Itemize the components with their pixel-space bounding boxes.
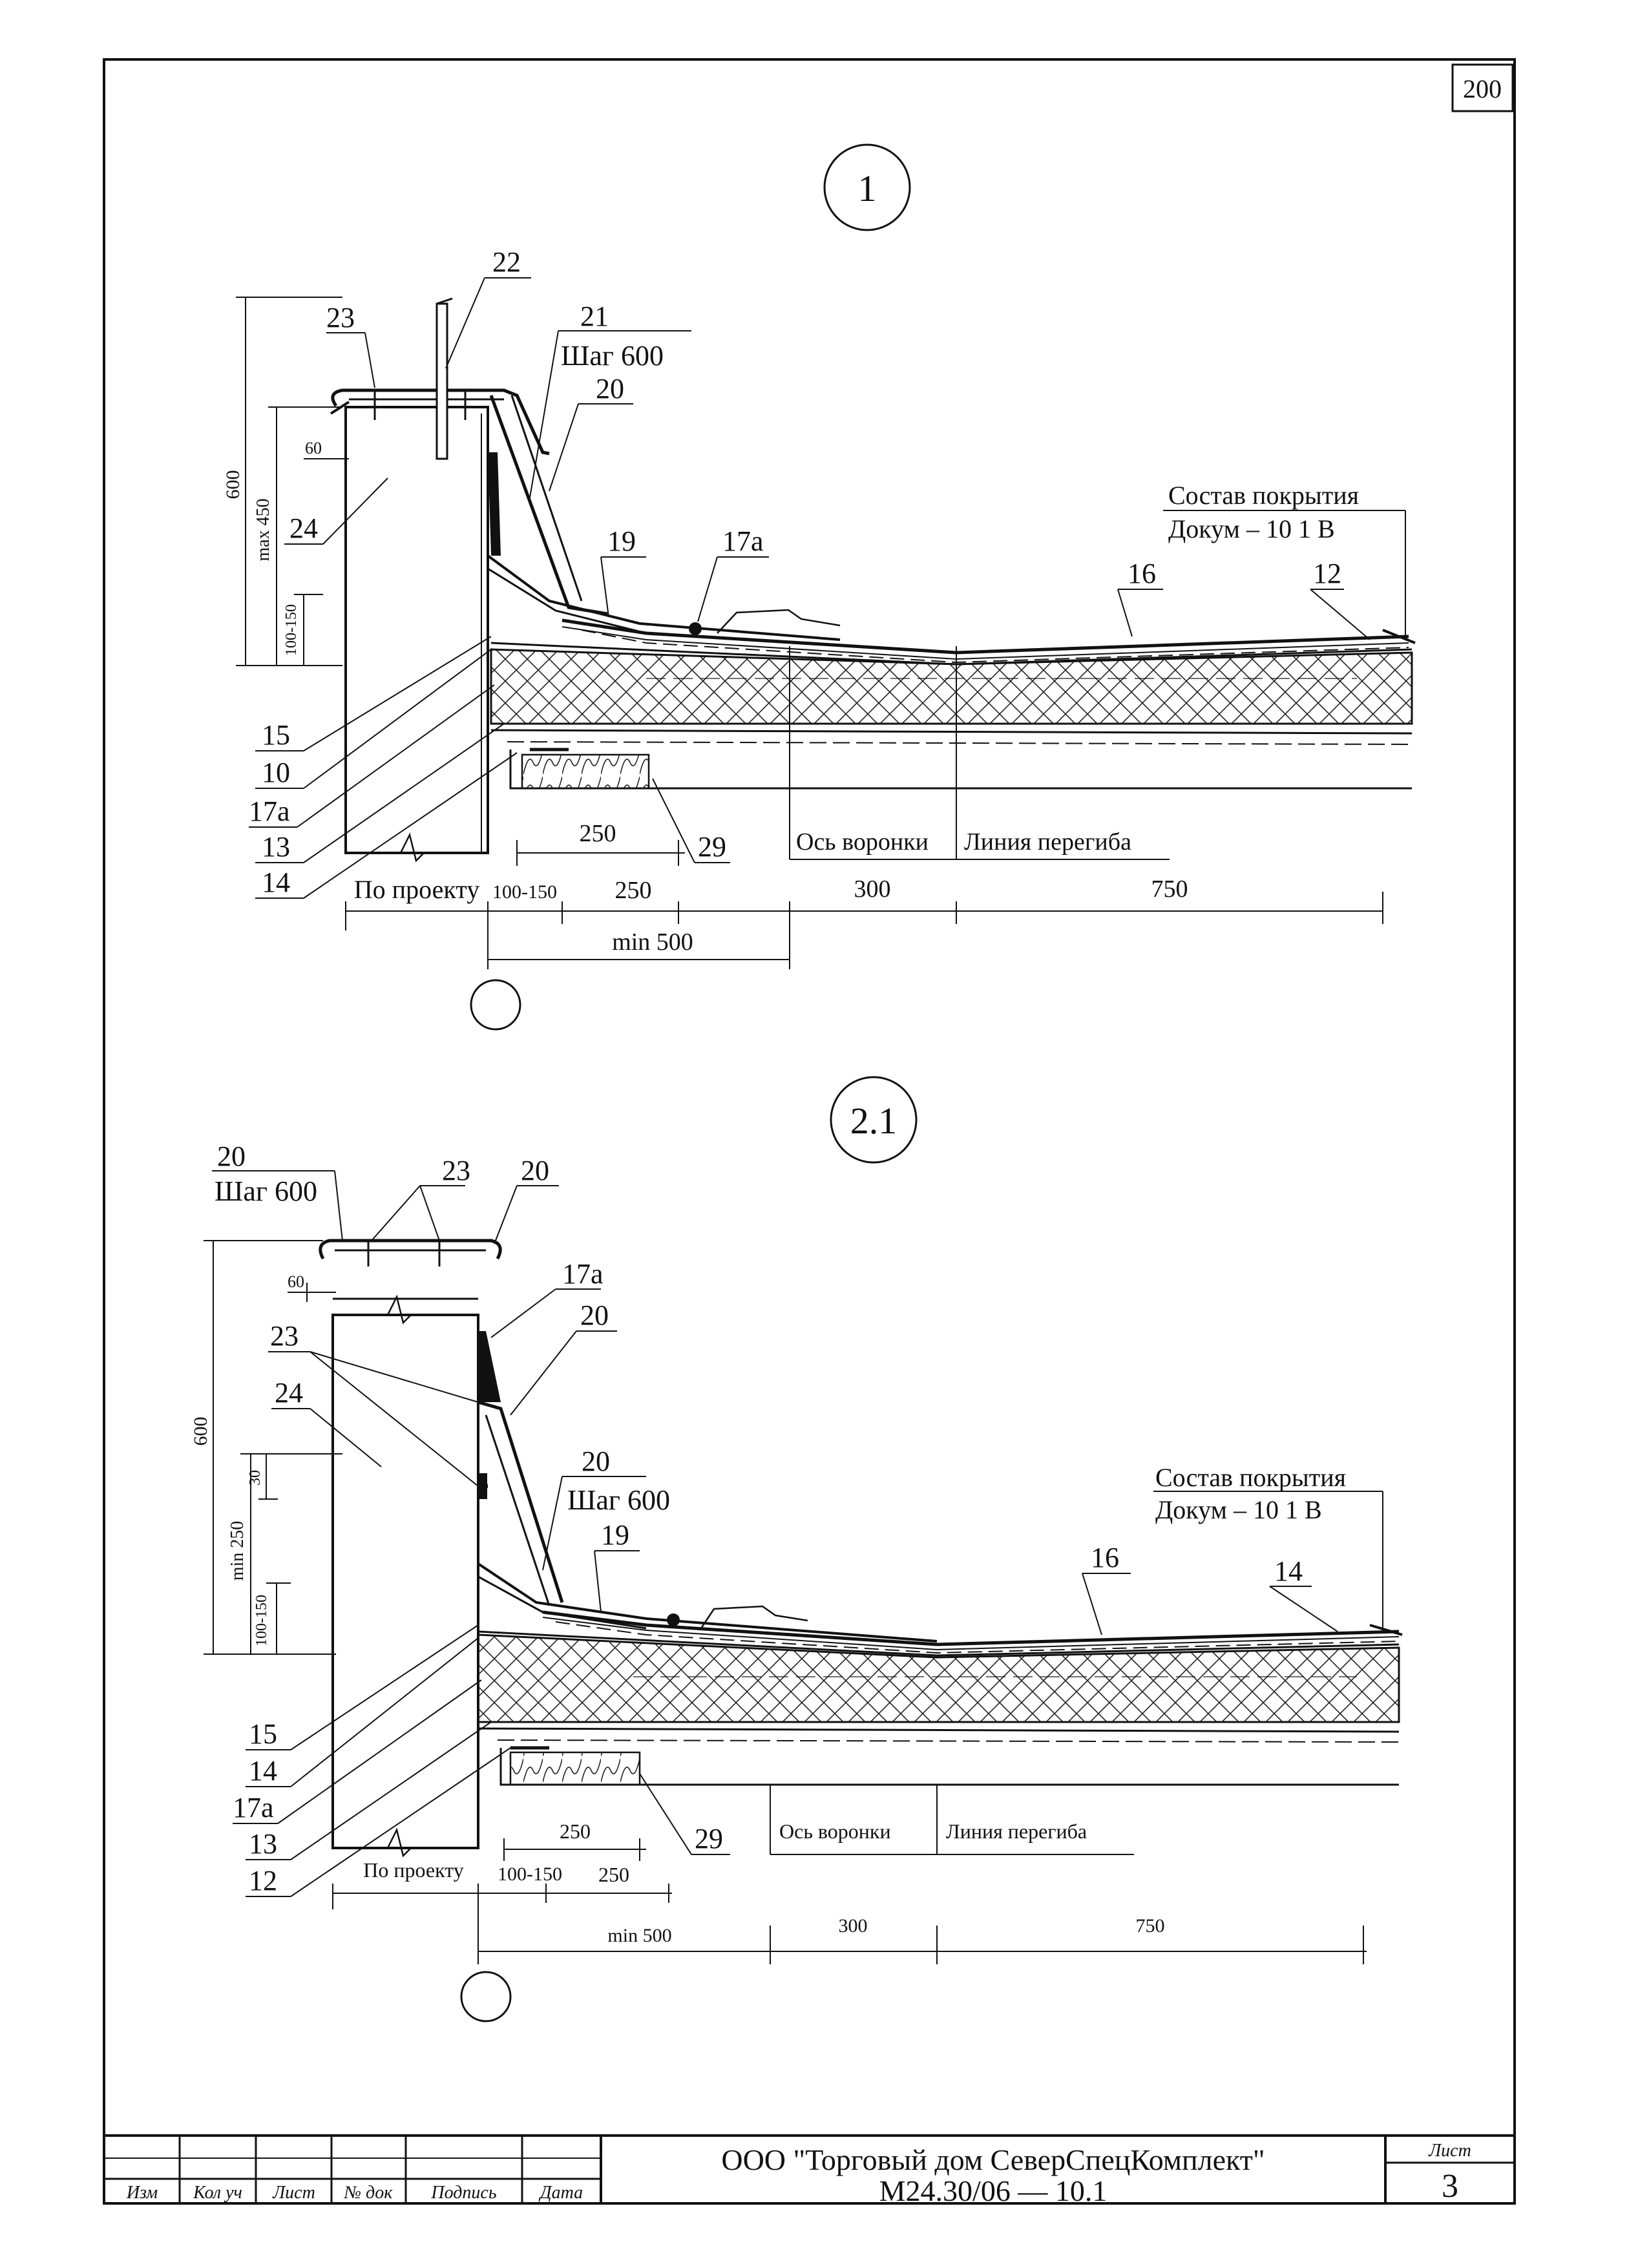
parapet-cap-2 xyxy=(320,1241,500,1266)
dim-600-2: 600 xyxy=(190,1416,211,1446)
tb-header-podpis: Подпись xyxy=(431,2183,497,2203)
callout-24-1: 24 xyxy=(289,512,318,544)
dim-100-150-v-1: 100-150 xyxy=(283,604,300,656)
dim-min500-1: min 500 xyxy=(612,929,693,956)
detail-1 xyxy=(222,145,1415,1029)
composition-title-2: Состав покрытия xyxy=(1155,1463,1347,1492)
callout-14-2: 14 xyxy=(249,1755,277,1787)
callout-22: 22 xyxy=(492,246,521,278)
callout-20-c-step-2: Шаг 600 xyxy=(567,1484,670,1516)
grid-axis-bubble-1 xyxy=(471,980,520,1029)
callout-10-1: 10 xyxy=(262,757,290,788)
wall-flashing-2 xyxy=(478,1331,937,1641)
tb-header-n-dok: № док xyxy=(344,2183,393,2203)
callout-17a-2: 17а xyxy=(562,1258,604,1290)
callout-13-2: 13 xyxy=(249,1828,277,1860)
axis-funnel-label-1: Ось воронки xyxy=(796,828,929,856)
title-block xyxy=(104,2136,1515,2207)
dim-po-proektu-1: По проекту xyxy=(353,875,480,904)
callout-16-1: 16 xyxy=(1128,558,1156,589)
dim-30-2: 30 xyxy=(247,1470,264,1486)
dim-min500-2: min 500 xyxy=(607,1925,672,1946)
callout-20-top-step-2: Шаг 600 xyxy=(215,1175,317,1207)
composition-title-1: Состав покрытия xyxy=(1168,481,1360,510)
tb-header-data: Дата xyxy=(540,2183,583,2203)
detail-marker-1-label: 1 xyxy=(857,167,877,209)
callout-14-right-2: 14 xyxy=(1274,1555,1303,1587)
callout-23-top-2: 23 xyxy=(442,1155,470,1186)
callout-21: 21 xyxy=(580,300,609,332)
axis-funnel-label-2: Ось воронки xyxy=(779,1820,891,1843)
tb-doc-code: М24.30/06 — 10.1 xyxy=(879,2174,1108,2207)
dim-250-2: 250 xyxy=(598,1863,629,1886)
callout-20-right-2: 20 xyxy=(521,1155,549,1186)
dim-250-top-2: 250 xyxy=(560,1820,591,1843)
dim-100-150-1: 100-150 xyxy=(492,881,557,903)
sealant-dot xyxy=(689,622,702,635)
callout-24-2: 24 xyxy=(275,1377,303,1409)
tb-header-izm: Изм xyxy=(126,2183,158,2203)
dim-max450-1: max 450 xyxy=(253,498,273,562)
thermal-insulation xyxy=(491,649,1412,724)
tb-sheet-label: Лист xyxy=(1429,2141,1471,2161)
callout-20-c-2: 20 xyxy=(582,1445,610,1477)
dim-60-1: 60 xyxy=(305,439,322,457)
callout-13-1: 13 xyxy=(262,831,290,863)
detail-marker-2-1-label: 2.1 xyxy=(850,1100,898,1142)
dim-100-150-v-2: 100-150 xyxy=(253,1595,270,1646)
callout-20-b-2: 20 xyxy=(580,1299,609,1331)
sheet-number: 200 xyxy=(1463,74,1502,103)
dim-300-2: 300 xyxy=(838,1915,868,1937)
callout-15-2: 15 xyxy=(249,1718,277,1750)
dim-60-2: 60 xyxy=(288,1272,304,1291)
composition-ref-1: Докум – 10 1 В xyxy=(1168,514,1335,543)
callout-29-1: 29 xyxy=(698,831,726,863)
vertical-dimensions-2 xyxy=(190,1241,342,1654)
callout-23-left-2: 23 xyxy=(270,1320,299,1352)
dim-100-150-2: 100-150 xyxy=(498,1864,562,1885)
callout-19-2: 19 xyxy=(601,1519,629,1551)
dim-300-1: 300 xyxy=(854,876,891,903)
roof-deck-2 xyxy=(478,1728,1399,1785)
bend-line-label-2: Линия перегиба xyxy=(946,1820,1087,1843)
callout-20-top-2: 20 xyxy=(217,1140,246,1172)
grid-axis-bubble-2 xyxy=(461,1972,510,2021)
dim-600-1: 600 xyxy=(222,470,244,499)
callout-12-2: 12 xyxy=(249,1865,277,1896)
horizontal-dimensions-2 xyxy=(333,1820,1367,2021)
dim-min250-2: min 250 xyxy=(227,1520,247,1581)
sheet-frame xyxy=(104,59,1515,2203)
tb-company: ООО "Торговый дом СеверСпецКомплект" xyxy=(721,2143,1265,2176)
dim-750-2: 750 xyxy=(1135,1915,1165,1937)
bend-line-label-1: Линия перегиба xyxy=(964,828,1131,856)
callout-14-1: 14 xyxy=(262,866,290,898)
tb-header-kol-uch: Кол уч xyxy=(193,2183,242,2203)
callout-23-1: 23 xyxy=(326,302,355,333)
composition-ref-2: Докум – 10 1 В xyxy=(1155,1495,1322,1524)
callout-17a-1: 17а xyxy=(722,525,764,557)
callout-19-1: 19 xyxy=(607,525,636,557)
callout-20-1: 20 xyxy=(596,373,624,404)
dim-750-1: 750 xyxy=(1151,876,1188,903)
callout-29-2: 29 xyxy=(695,1823,723,1854)
vertical-dimensions-1 xyxy=(222,297,349,666)
dim-250-top-1: 250 xyxy=(579,820,616,847)
tb-sheet-value: 3 xyxy=(1442,2168,1458,2205)
roof-deck xyxy=(491,730,1412,788)
callout-17a-left-1: 17а xyxy=(249,795,290,827)
callout-17a-left-2: 17а xyxy=(233,1792,274,1823)
detail-2-1 xyxy=(190,1077,1402,2021)
sealant-dot-2 xyxy=(667,1613,680,1626)
parapet-wall xyxy=(346,407,488,861)
callout-16-2: 16 xyxy=(1091,1542,1119,1573)
dim-po-proektu-2: По проекту xyxy=(363,1858,464,1882)
callout-12-1: 12 xyxy=(1313,558,1341,589)
callout-21-step: Шаг 600 xyxy=(561,340,664,372)
callout-15-1: 15 xyxy=(262,719,290,751)
dim-250-1: 250 xyxy=(614,877,652,904)
tb-header-list: Лист xyxy=(273,2183,315,2203)
